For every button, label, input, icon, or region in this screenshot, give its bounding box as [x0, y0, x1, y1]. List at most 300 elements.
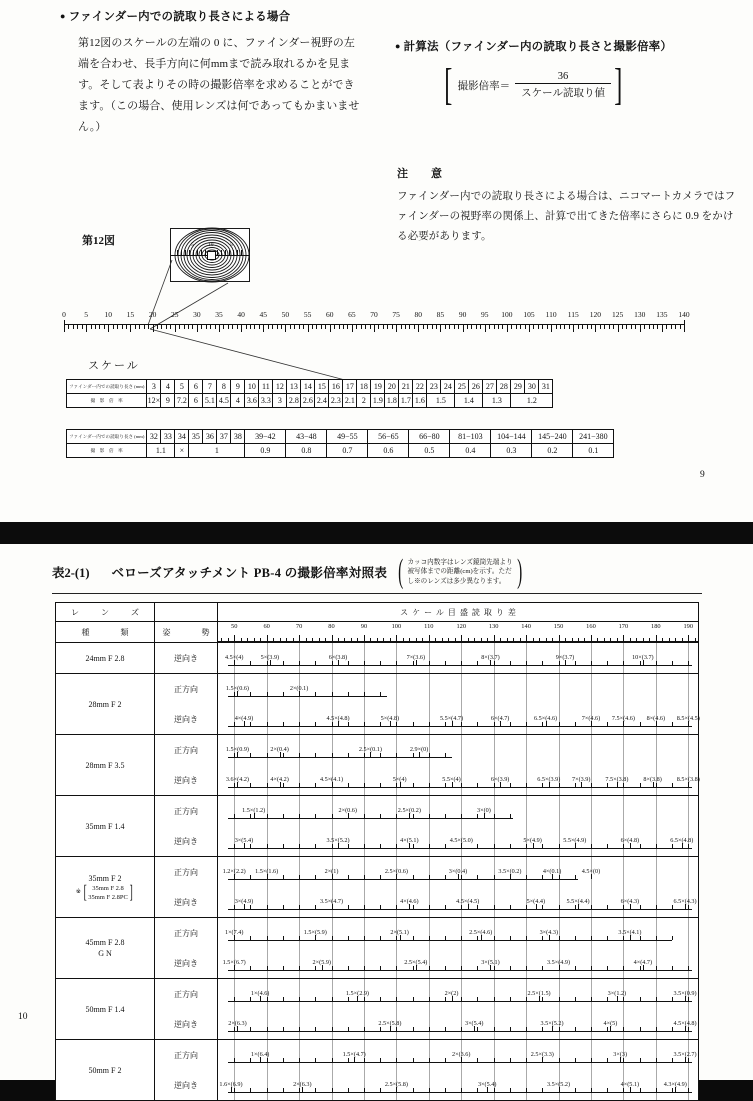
figure-12-label: 第12図 — [82, 235, 115, 247]
plot-tick — [299, 814, 300, 818]
ruler-minor-tick — [312, 324, 313, 329]
plot-point-label: 1×(7.4) — [224, 929, 244, 936]
table-header-cell: 7 — [203, 380, 217, 394]
plot-tick — [445, 814, 446, 818]
plot-tick — [445, 1058, 446, 1062]
plot-point-label: 1.5×(6.7) — [222, 959, 246, 966]
table-header-cell: 16 — [329, 380, 343, 394]
ruler-minor-tick — [489, 324, 490, 329]
plot-tick — [688, 1058, 689, 1062]
plot-tick — [234, 997, 235, 1001]
note-bracket-right-icon: ) — [516, 553, 522, 591]
plot-tick — [380, 875, 381, 879]
table1-row-label-1: ファインダー内での読取り長さ (mm) — [67, 380, 147, 394]
plot-tick — [299, 936, 300, 940]
scale-label: スケール — [88, 360, 140, 372]
plot-point-label: 8.5×(3.8) — [676, 776, 700, 783]
plot-tick — [234, 905, 235, 909]
plot-tick — [429, 844, 430, 848]
scale-axis-label: 180 — [651, 623, 661, 630]
plot-tick — [364, 783, 365, 787]
plot-tick — [283, 814, 284, 818]
ruler-minor-tick — [316, 324, 317, 329]
ruler-minor-tick — [414, 324, 415, 329]
plot-tick — [494, 875, 495, 879]
plot-tick — [656, 783, 657, 787]
plot-tick — [477, 1088, 478, 1092]
plot-tick — [640, 1027, 641, 1031]
plot-range-line — [228, 879, 578, 881]
plot-tick — [559, 722, 560, 726]
plot-tick — [640, 783, 641, 787]
plot-point-label: 1.5×(1.6) — [255, 868, 279, 875]
plot-tick — [364, 905, 365, 909]
table-header-cell: 17 — [343, 380, 357, 394]
ruler-tick-label: 80 — [414, 310, 423, 319]
plot-point-label: 7×(3.9) — [572, 776, 591, 783]
magnification-plot — [218, 796, 698, 826]
plot-point-label: 4×(5) — [603, 1020, 618, 1027]
page-1 — [0, 0, 753, 522]
plot-tick — [380, 661, 381, 665]
plot-tick — [332, 997, 333, 1001]
plot-tick — [445, 936, 446, 940]
right-column — [395, 38, 745, 109]
plot-tick — [250, 814, 251, 818]
plot-tick — [348, 722, 349, 726]
plot-tick — [542, 661, 543, 665]
plot-tick — [267, 814, 268, 818]
table-header-cell: 43−48 — [286, 430, 327, 444]
plot-point-label: 8×(3.8) — [643, 776, 662, 783]
ruler-major-tick — [153, 324, 154, 332]
ruler-major-tick — [263, 324, 264, 332]
note-line-1: 被写体までの距離(cm)を示す。ただ — [407, 568, 512, 576]
ruler-minor-tick — [383, 324, 384, 329]
plot-tick — [510, 1088, 511, 1092]
scale-major-tick — [656, 635, 657, 641]
scale-minor-tick — [630, 638, 631, 641]
ruler-minor-tick — [268, 324, 269, 329]
scale-axis-label: 150 — [553, 623, 564, 630]
plot-tick — [607, 783, 608, 787]
plot-tick — [526, 997, 527, 1001]
table-header-cell: 33 — [161, 430, 175, 444]
ruler-tick-label: 110 — [545, 310, 557, 319]
ruler-minor-tick — [476, 324, 477, 329]
plot-tick — [364, 844, 365, 848]
plot-tick — [542, 997, 543, 1001]
lens-name-sub: G N — [98, 949, 112, 958]
table-header-cell: 19 — [371, 380, 385, 394]
plot-tick — [494, 1088, 495, 1092]
plot-tick — [396, 936, 397, 940]
plot-tick — [429, 753, 430, 757]
plot-point-label: 2.5×(5.8) — [384, 1081, 408, 1088]
ruler-major-tick — [108, 324, 109, 332]
scale-minor-tick — [422, 638, 423, 641]
orientation-cell — [155, 796, 218, 856]
ruler-minor-tick — [148, 324, 149, 329]
scale-minor-tick — [474, 638, 475, 641]
table-value-cell: 2.8 — [287, 394, 301, 408]
lens-alt-group — [76, 884, 134, 902]
plot-tick — [396, 661, 397, 665]
ruler-major-tick — [507, 324, 508, 332]
ruler-minor-tick — [325, 324, 326, 329]
plot-tick — [283, 661, 284, 665]
plot-tick — [413, 1088, 414, 1092]
plot-point-label: 3×(5.4) — [464, 1020, 484, 1027]
ruler-minor-tick — [334, 324, 335, 329]
plot-tick — [429, 936, 430, 940]
scale-minor-tick — [500, 638, 501, 641]
ruler-minor-tick — [445, 324, 446, 329]
plot-tick — [494, 936, 495, 940]
plot-point-label: 3.5×(4.7) — [319, 898, 344, 905]
ruler-minor-tick — [95, 324, 96, 329]
ruler-major-tick — [463, 324, 464, 332]
header-rule — [52, 593, 702, 594]
plot-point-label: 5.5×(4.7) — [439, 715, 464, 722]
plot-point-label: 2×(1) — [324, 868, 339, 875]
lens-alt-name: 35mm F 2.8PC — [88, 893, 128, 901]
ruler-tick-label: 90 — [458, 310, 467, 319]
ruler-minor-tick — [613, 324, 614, 329]
table-header-cell: 30 — [525, 380, 539, 394]
lens-name: 50mm F 2 — [88, 1065, 122, 1075]
plot-tick — [542, 1027, 543, 1031]
plot-point-label: 4.5×(5.0) — [449, 837, 473, 844]
page-2 — [0, 544, 753, 1090]
plot-tick — [510, 1027, 511, 1031]
ruler-minor-tick — [303, 324, 304, 329]
plot-tick — [623, 936, 624, 940]
plot-tick — [250, 1088, 251, 1092]
ruler-minor-tick — [343, 324, 344, 329]
plot-tick — [364, 875, 365, 879]
magnification-plot — [218, 887, 698, 917]
col-type-header — [56, 622, 155, 642]
ruler-minor-tick — [201, 324, 202, 329]
plot-point-label: 4×(0.1) — [542, 868, 562, 875]
plot-tick — [688, 661, 689, 665]
table-header-cell: 28 — [497, 380, 511, 394]
scale-major-tick — [429, 635, 430, 641]
scale-minor-tick — [455, 638, 456, 641]
ruler-minor-tick — [206, 324, 207, 329]
plot-point-label: 2×(0.6) — [338, 807, 357, 814]
plot-tick — [250, 905, 251, 909]
plot-tick — [250, 997, 251, 1001]
plot-tick — [656, 936, 657, 940]
ruler-minor-tick — [498, 324, 499, 329]
plot-tick — [396, 814, 397, 818]
scale-minor-tick — [695, 638, 696, 641]
plot-tick — [380, 844, 381, 848]
plot-tick — [461, 1027, 462, 1031]
magnification-plot — [218, 704, 698, 734]
scale-axis-label: 120 — [456, 623, 467, 630]
plot-tick — [332, 1058, 333, 1062]
plot-tick — [542, 966, 543, 970]
ruler-tick-label: 130 — [634, 310, 646, 319]
plot-point-label: 6×(4.8) — [620, 837, 640, 844]
ruler-tick-label: 25 — [170, 310, 179, 319]
ruler-minor-tick — [657, 324, 658, 329]
plot-cell — [218, 1040, 698, 1100]
ruler-minor-tick — [467, 324, 468, 329]
magnification-plot — [218, 765, 698, 795]
plot-point-label: 5.5×(4.9) — [563, 837, 587, 844]
ruler-minor-tick — [502, 324, 503, 329]
scale-minor-tick — [325, 638, 326, 641]
scale-minor-tick — [649, 638, 650, 641]
table-title: ベローズアタッチメント PB-4 の撮影倍率対照表 — [111, 566, 388, 581]
note-lines — [406, 558, 513, 586]
plot-tick — [283, 692, 284, 696]
plot-tick — [250, 844, 251, 848]
table-value-cell: 0.1 — [573, 444, 614, 458]
scale-minor-tick — [552, 638, 553, 641]
plot-tick — [364, 1027, 365, 1031]
table-header-cell: 104−144 — [491, 430, 532, 444]
bracket-left-icon: [ — [83, 882, 87, 903]
plot-tick — [575, 936, 576, 940]
scale-axis — [218, 622, 698, 642]
formula-block — [441, 60, 745, 109]
plot-tick — [591, 1088, 592, 1092]
plot-point-label: 4×(4.7) — [633, 959, 653, 966]
formula-numerator: 36 — [557, 70, 569, 82]
table-header-cell: 29 — [511, 380, 525, 394]
lens-row — [56, 796, 698, 857]
scale-minor-tick — [390, 638, 391, 641]
plot-tick — [364, 692, 365, 696]
ruler-minor-tick — [82, 324, 83, 329]
page-separator — [0, 522, 753, 544]
plot-tick — [250, 1027, 251, 1031]
orientation-label: 逆向き — [174, 653, 198, 663]
scale-minor-tick — [286, 638, 287, 641]
plot-tick — [477, 722, 478, 726]
table-header-cell: 21 — [399, 380, 413, 394]
ruler-minor-tick — [294, 324, 295, 329]
plot-tick — [672, 905, 673, 909]
plot-tick — [315, 875, 316, 879]
table-header-cell: 10 — [245, 380, 259, 394]
plot-tick — [234, 814, 235, 818]
orientation-cell — [155, 735, 218, 795]
plot-tick — [396, 753, 397, 757]
plot-point-label: 4.5×(0) — [581, 868, 601, 875]
ruler-minor-tick — [192, 324, 193, 329]
note-title: 注 意 — [397, 168, 448, 180]
ruler-minor-tick — [237, 324, 238, 329]
plot-point-label: 8×(3.7) — [481, 654, 500, 661]
scale-minor-tick — [507, 638, 508, 641]
magnification-plot — [218, 735, 698, 765]
plot-tick — [380, 783, 381, 787]
scale-minor-tick — [293, 638, 294, 641]
lens-name: 28mm F 2 — [88, 699, 122, 709]
ruler-major-tick — [529, 324, 530, 332]
ruler-minor-tick — [631, 324, 632, 329]
plot-tick — [559, 905, 560, 909]
plot-tick — [396, 844, 397, 848]
plot-tick — [494, 844, 495, 848]
lens-row — [56, 1040, 698, 1100]
ruler-major-tick — [640, 324, 641, 332]
ruler-minor-tick — [378, 324, 379, 329]
plot-tick — [542, 875, 543, 879]
plot-tick — [445, 875, 446, 879]
magnification-table-2 — [66, 429, 614, 458]
plot-tick — [510, 905, 511, 909]
table-header-cell: 3 — [147, 380, 161, 394]
scale-minor-tick — [643, 638, 644, 641]
plot-tick — [591, 936, 592, 940]
plot-tick — [283, 1058, 284, 1062]
lens-name: 35mm F 1.4 — [85, 821, 125, 831]
plot-point-label: 1.5×(5.9) — [303, 929, 327, 936]
plot-tick — [575, 905, 576, 909]
table-header-cell: 6 — [189, 380, 203, 394]
plot-point-label: 5×(4.4) — [526, 898, 546, 905]
table-header-cell: 9 — [231, 380, 245, 394]
table-value-cell: 0.4 — [450, 444, 491, 458]
ruler-minor-tick — [73, 324, 74, 329]
ruler-major-tick — [86, 324, 87, 332]
table-value-cell: 3.3 — [259, 394, 273, 408]
plot-tick — [477, 783, 478, 787]
axis-numbers — [218, 623, 698, 632]
ruler-minor-tick — [250, 324, 251, 329]
ruler-minor-tick — [409, 324, 410, 329]
plot-tick — [575, 1088, 576, 1092]
plot-range-line — [228, 757, 452, 759]
scale-minor-tick — [675, 638, 676, 641]
plot-tick — [348, 783, 349, 787]
plot-tick — [315, 1027, 316, 1031]
plot-tick — [461, 936, 462, 940]
plot-tick — [396, 966, 397, 970]
plot-cell — [218, 979, 698, 1039]
plot-tick — [396, 997, 397, 1001]
scale-minor-tick — [370, 638, 371, 641]
scale-minor-tick — [682, 638, 683, 641]
col-orientation-label: 姿 勢 — [162, 627, 215, 637]
lens-name-cell — [56, 857, 155, 917]
plot-tick — [510, 783, 511, 787]
plot-point-label: 4.3×(4.9) — [663, 1081, 687, 1088]
finder-number-2: 5 — [230, 242, 233, 248]
scale-minor-tick — [254, 638, 255, 641]
table-header-cell: 25 — [455, 380, 469, 394]
plot-tick — [429, 966, 430, 970]
plot-point-label: 3×(3) — [613, 1051, 628, 1058]
plot-point-label: 6.5×(4.6) — [534, 715, 558, 722]
ruler-minor-tick — [405, 324, 406, 329]
left-heading: ● ファインダー内での読取り長さによる場合 — [60, 8, 360, 24]
plot-tick — [364, 966, 365, 970]
plot-point-label: 2×(6.3) — [293, 1081, 312, 1088]
plot-tick — [656, 1088, 657, 1092]
plot-tick — [640, 1058, 641, 1062]
orientation-label: 逆向き — [174, 1080, 198, 1090]
plot-tick — [267, 783, 268, 787]
table-value-cell: 9 — [161, 394, 175, 408]
plot-tick — [299, 1027, 300, 1031]
plot-tick — [559, 997, 560, 1001]
scale-minor-tick — [435, 638, 436, 641]
scale-minor-tick — [260, 638, 261, 641]
ruler-minor-tick — [423, 324, 424, 329]
scale-minor-tick — [669, 638, 670, 641]
scale-minor-tick — [448, 638, 449, 641]
ruler-minor-tick — [582, 324, 583, 329]
ruler-minor-tick — [587, 324, 588, 329]
scale-minor-tick — [312, 638, 313, 641]
magnification-plot — [218, 948, 698, 978]
scale-minor-tick — [487, 638, 488, 641]
table-header-cell: 23 — [427, 380, 441, 394]
plot-point-label: 2.5×(3.3) — [530, 1051, 554, 1058]
plot-tick — [526, 875, 527, 879]
plot-tick — [234, 1088, 235, 1092]
ruler-end-cap — [684, 320, 685, 332]
table-body — [56, 643, 698, 1100]
table-value-cell: × — [175, 444, 189, 458]
plot-tick — [234, 844, 235, 848]
ruler-tick-label: 135 — [656, 310, 668, 319]
table-value-cell: 2 — [357, 394, 371, 408]
orientation-label: 逆向き — [174, 897, 198, 907]
ruler-minor-tick — [533, 324, 534, 329]
table-value-cell: 12× — [147, 394, 161, 408]
ruler-major-tick — [618, 324, 619, 332]
plot-tick — [413, 1058, 414, 1062]
plot-range-line — [228, 940, 672, 942]
plot-tick — [640, 661, 641, 665]
plot-tick — [315, 1088, 316, 1092]
table-value-cell: 1.7 — [399, 394, 413, 408]
orientation-cell — [155, 857, 218, 917]
plot-point-label: 5.5×(4.4) — [566, 898, 590, 905]
plot-tick — [413, 814, 414, 818]
ruler-tick-label: 140 — [678, 310, 690, 319]
table-header-cell: 20 — [385, 380, 399, 394]
ruler-minor-tick — [560, 324, 561, 329]
ruler-tick-label: 60 — [325, 310, 334, 319]
lens-footnote-mark: ※ — [75, 889, 81, 895]
plot-tick — [623, 1088, 624, 1092]
ruler-minor-tick — [392, 324, 393, 329]
scale-minor-tick — [273, 638, 274, 641]
plot-tick — [445, 844, 446, 848]
plot-tick — [510, 814, 511, 818]
plot-tick — [607, 1027, 608, 1031]
ruler-minor-tick — [569, 324, 570, 329]
ruler-minor-tick — [600, 324, 601, 329]
plot-point-label: 3.5×(5.2) — [326, 837, 350, 844]
plot-tick — [461, 661, 462, 665]
ruler-tick-label: 65 — [348, 310, 356, 319]
plot-tick — [380, 1088, 381, 1092]
plot-point-label: 4.5×(4.1) — [319, 776, 344, 783]
plot-tick — [396, 722, 397, 726]
plot-tick — [672, 1027, 673, 1031]
